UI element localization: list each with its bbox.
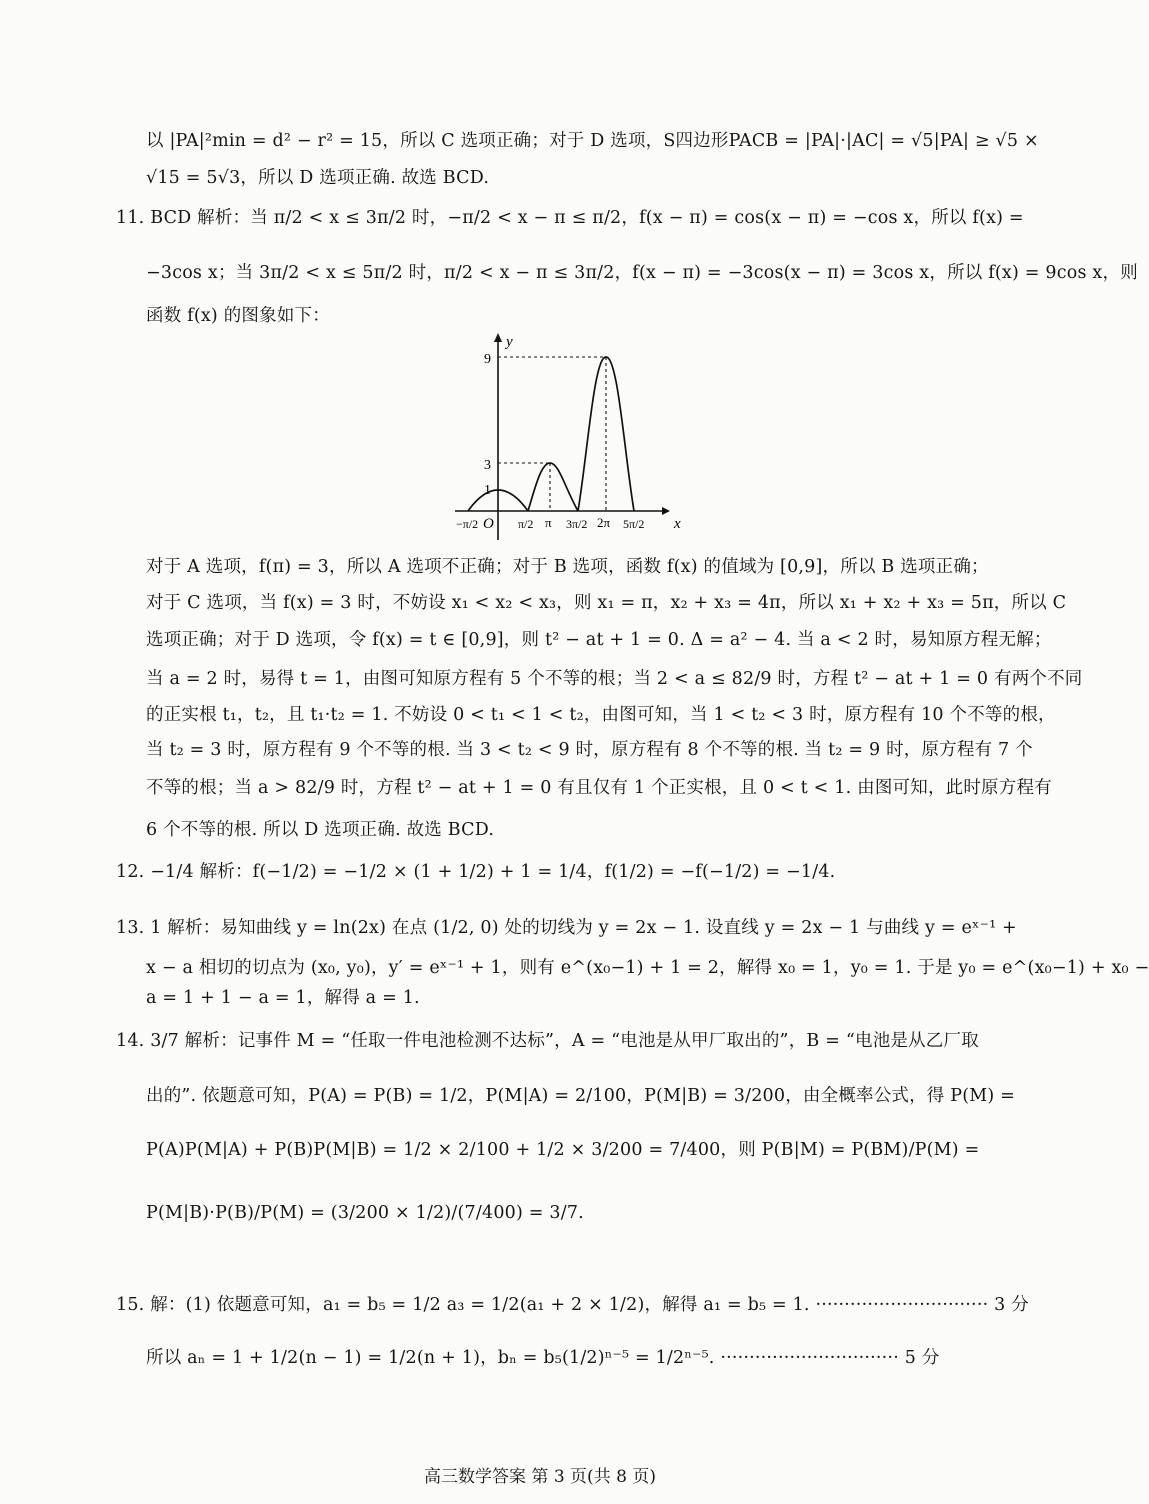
text-line: P(M|B)·P(B)/P(M) = (3/200 × 1/2)/(7/400) = 3/7. xyxy=(146,1203,584,1223)
x-tick-2pi: 2π xyxy=(597,515,611,530)
q14-line: 14. 3/7 解析：记事件 M = “任取一件电池检测不达标”，A = “电池是从甲厂取出的”，B = “电池是从乙厂取 xyxy=(116,1031,979,1051)
origin-label: O xyxy=(483,516,494,532)
text-line: 的正实根 t₁，t₂，且 t₁·t₂ = 1. 不妨设 0 < t₁ < 1 < t₂，由图可知，当 1 < t₂ < 3 时，原方程有 10 个不等的根， xyxy=(146,705,1056,725)
q11-line: 11. BCD 解析：当 π/2 < x ≤ 3π/2 时，−π/2 < x − π ≤ π/2，f(x − π) = cos(x − π) = −cos x，所以 f(x) = xyxy=(116,208,1024,228)
text-line: a = 1 + 1 − a = 1，解得 a = 1. xyxy=(146,988,420,1008)
text-line: 函数 f(x) 的图象如下： xyxy=(146,306,330,326)
y-tick-1: 1 xyxy=(484,483,491,498)
text-line: 对于 C 选项，当 f(x) = 3 时，不妨设 x₁ < x₂ < x₃，则 x₁ = π，x₂ + x₃ = 4π，所以 x₁ + x₂ + x₃ = 5π，所以 C xyxy=(146,593,1067,613)
text-line: 当 t₂ = 3 时，原方程有 9 个不等的根. 当 3 < t₂ < 9 时，原方程有 8 个不等的根. 当 t₂ = 9 时，原方程有 7 个 xyxy=(146,740,1033,760)
x-arrow-icon xyxy=(662,507,670,515)
text-line: 选项正确；对于 D 选项，令 f(x) = t ∈ [0,9]，则 t² − at + 1 = 0. Δ = a² − 4. 当 a < 2 时，易知原方程无解； xyxy=(146,630,1052,650)
text-line: 以 |PA|²min = d² − r² = 15，所以 C 选项正确；对于 D 选项，S四边形PACB = |PA|·|AC| = √5|PA| ≥ √5 × xyxy=(146,131,1039,151)
x-tick-half-pi: π/2 xyxy=(518,517,534,531)
y-tick-9: 9 xyxy=(484,352,491,367)
y-axis-label: y xyxy=(506,334,513,350)
text-line: 对于 A 选项，f(π) = 3，所以 A 选项不正确；对于 B 选项，函数 f(x) 的值域为 [0,9]，所以 B 选项正确； xyxy=(146,557,989,577)
q15-line: 15. 解：(1) 依题意可知，a₁ = b₅ = 1/2 a₃ = 1/2(a₁ + 2 × 1/2)，解得 a₁ = b₅ = 1. ······························ 3 分 xyxy=(116,1295,1029,1315)
text-line: 不等的根；当 a > 82/9 时，方程 t² − at + 1 = 0 有且仅有 1 个正实根，且 0 < t < 1. 由图可知，此时原方程有 xyxy=(146,778,1052,798)
q12-line: 12. −1/4 解析：f(−1/2) = −1/2 × (1 + 1/2) + 1 = 1/4，f(1/2) = −f(−1/2) = −1/4. xyxy=(116,862,836,882)
text-line: P(A)P(M|A) + P(B)P(M|B) = 1/2 × 2/100 + 1/2 × 3/200 = 7/400，则 P(B|M) = P(BM)/P(M) = xyxy=(146,1140,980,1160)
text-line: √15 = 5√3，所以 D 选项正确. 故选 BCD. xyxy=(146,168,490,188)
y-arrow-icon xyxy=(494,333,502,342)
y-tick-3: 3 xyxy=(484,458,491,473)
x-tick-5-half-pi: 5π/2 xyxy=(623,517,645,531)
function-graph xyxy=(440,330,680,555)
x-tick-pi: π xyxy=(545,515,552,530)
q13-line: 13. 1 解析：易知曲线 y = ln(2x) 在点 (1/2, 0) 处的切线为 y = 2x − 1. 设直线 y = 2x − 1 与曲线 y = eˣ⁻¹ + xyxy=(116,918,1017,938)
x-axis-label: x xyxy=(674,516,681,532)
x-tick-neg-half-pi: −π/2 xyxy=(456,517,479,531)
curve-9cos xyxy=(578,357,634,511)
text-line: 出的”. 依题意可知，P(A) = P(B) = 1/2，P(M|A) = 2/100，P(M|B) = 3/200，由全概率公式，得 P(M) = xyxy=(146,1086,1016,1106)
text-line: 当 a = 2 时，易得 t = 1，由图可知原方程有 5 个不等的根；当 2 < a ≤ 82/9 时，方程 t² − at + 1 = 0 有两个不同 xyxy=(146,669,1083,689)
text-line: 6 个不等的根. 所以 D 选项正确. 故选 BCD. xyxy=(146,820,495,840)
text-line: −3cos x；当 3π/2 < x ≤ 5π/2 时，π/2 < x − π ≤ 3π/2，f(x − π) = −3cos(x − π) = 3cos x，所以 f(x) = 9cos x，则 xyxy=(146,263,1138,283)
curve-3cos xyxy=(528,463,578,511)
x-tick-3-half-pi: 3π/2 xyxy=(566,517,588,531)
text-line: 所以 aₙ = 1 + 1/2(n − 1) = 1/2(n + 1)，bₙ = b₅(1/2)ⁿ⁻⁵ = 1/2ⁿ⁻⁵. ······························· 5 分 xyxy=(146,1348,940,1368)
page-footer: 高三数学答案 第 3 页(共 8 页) xyxy=(424,1467,656,1487)
text-line: x − a 相切的切点为 (x₀, y₀)，y′ = eˣ⁻¹ + 1，则有 e^(x₀−1) + 1 = 2，解得 x₀ = 1，y₀ = 1. 于是 y₀ = e^(x₀−1) + x₀ − xyxy=(146,958,1149,978)
